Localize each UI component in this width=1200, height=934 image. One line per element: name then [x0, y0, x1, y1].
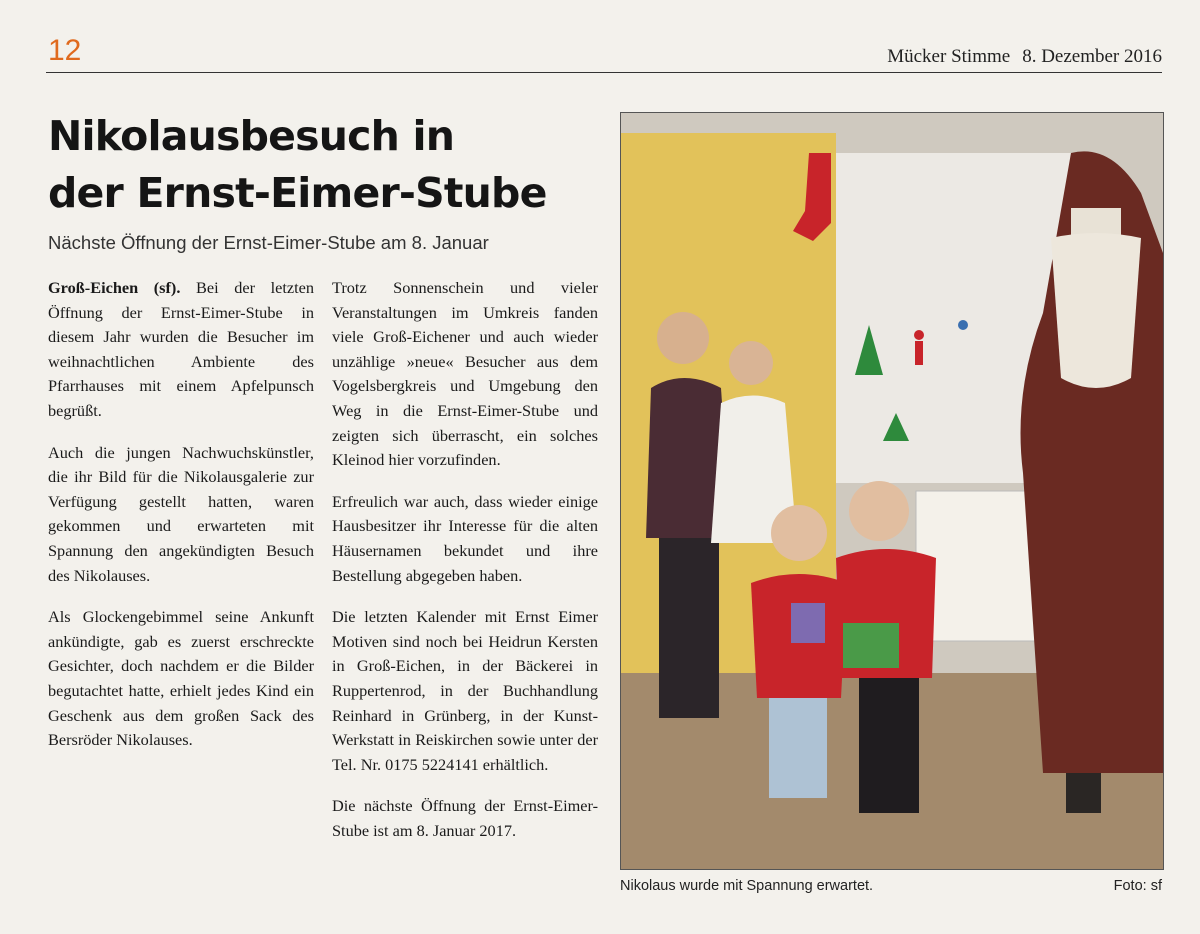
photo-caption: Nikolaus wurde mit Spannung erwartet. [620, 878, 874, 894]
issue-date: 8. Dezember 2016 [1022, 46, 1162, 67]
page-number: 12 [48, 34, 82, 67]
photo-girl-2-head [729, 341, 773, 385]
dateline: Groß-Eichen (sf). [48, 278, 181, 297]
photo-caption-bar [620, 878, 1162, 894]
photo-girl-1-head [657, 312, 709, 364]
photo-gift-2 [843, 623, 899, 668]
article-column-1 [48, 276, 314, 770]
paragraph-2: Auch die jungen Nachwuchskünstler, die ihr Bild für die Nikolausgalerie zur Verfügung gestellt hatten, waren gekommen und erwarteten mit Spannung den angekündigten Besuch des Nikolauses. [48, 442, 314, 585]
publication-name: Mücker Stimme [887, 46, 1011, 67]
photo-santa-boot [1066, 773, 1101, 813]
paragraph-3: Als Glockengebimmel seine Ankunft ankündigte, gab es zuerst erschreckte Gesichter, doch nachdem er die Bilder begutachtet hatte, erhielt jedes Kind ein Geschenk aus dem großen Sack des Bersröder Nikolauses. [48, 607, 314, 750]
photo-girl-1-legs [659, 538, 719, 718]
photo-drawing-figure [914, 330, 924, 340]
headline-line-2: der Ernst-Eimer-Stube [48, 169, 547, 217]
paragraph-7: Die nächste Öffnung der Ernst-Eimer-Stube ist am 8. Januar 2017. [332, 796, 598, 840]
photo-drawing-figure-body [915, 341, 923, 365]
photo-child-1-legs [769, 698, 827, 798]
photo-child-2-legs [859, 678, 919, 813]
article-photo [620, 112, 1164, 870]
photo-gift-1 [791, 603, 825, 643]
article-subheadline: Nächste Öffnung der Ernst-Eimer-Stube am 8. Januar [48, 232, 489, 253]
photo-drawing-figure-2 [958, 320, 968, 330]
masthead [887, 46, 1162, 68]
photo-credit: Foto: sf [1113, 878, 1162, 894]
photo-child-1-head [771, 505, 827, 561]
photo-illustration [621, 113, 1163, 869]
paragraph-5: Erfreulich war auch, dass wieder einige Hausbesitzer ihr Interesse für die alten Häusernamen bekundet und ihre Bestellung abgegeben haben. [332, 491, 598, 585]
paragraph-4: Trotz Sonnenschein und vieler Veranstaltungen im Umkreis fanden viele Groß-Eichener und auch wieder unzählige »neue« Besucher aus dem Vogelsbergkreis und Umgebung den Weg in die Ernst-Eimer-Stube und zeigten sich überrascht, ein solches Kleinod hier vorzufinden. [332, 278, 598, 470]
paragraph-6: Die letzten Kalender mit Ernst Eimer Motiven sind noch bei Heidrun Kersten in Groß-Eichen, in der Bäckerei in Ruppertenrod, in der Buchhandlung Reinhard in Grünberg, in der Kunst- Werkstatt in Reiskirchen sowie unter der Tel. Nr. 0175 5224141 erhältlich. [332, 607, 598, 774]
article-headline [48, 108, 608, 222]
header-rule [46, 72, 1162, 73]
headline-line-1: Nikolausbesuch in [48, 112, 455, 160]
photo-child-2-head [849, 481, 909, 541]
photo-santa-beard [1051, 233, 1141, 388]
paragraph-1-text: Bei der letzten Öffnung der Ernst-Eimer-Stube in diesem Jahr wurden die Besucher im weihnachtlichen Ambiente des Pfarrhauses mit einem Apfelpunsch begrüßt. [48, 278, 314, 420]
article-column-2 [332, 276, 598, 860]
paragraph-1 [48, 276, 314, 424]
